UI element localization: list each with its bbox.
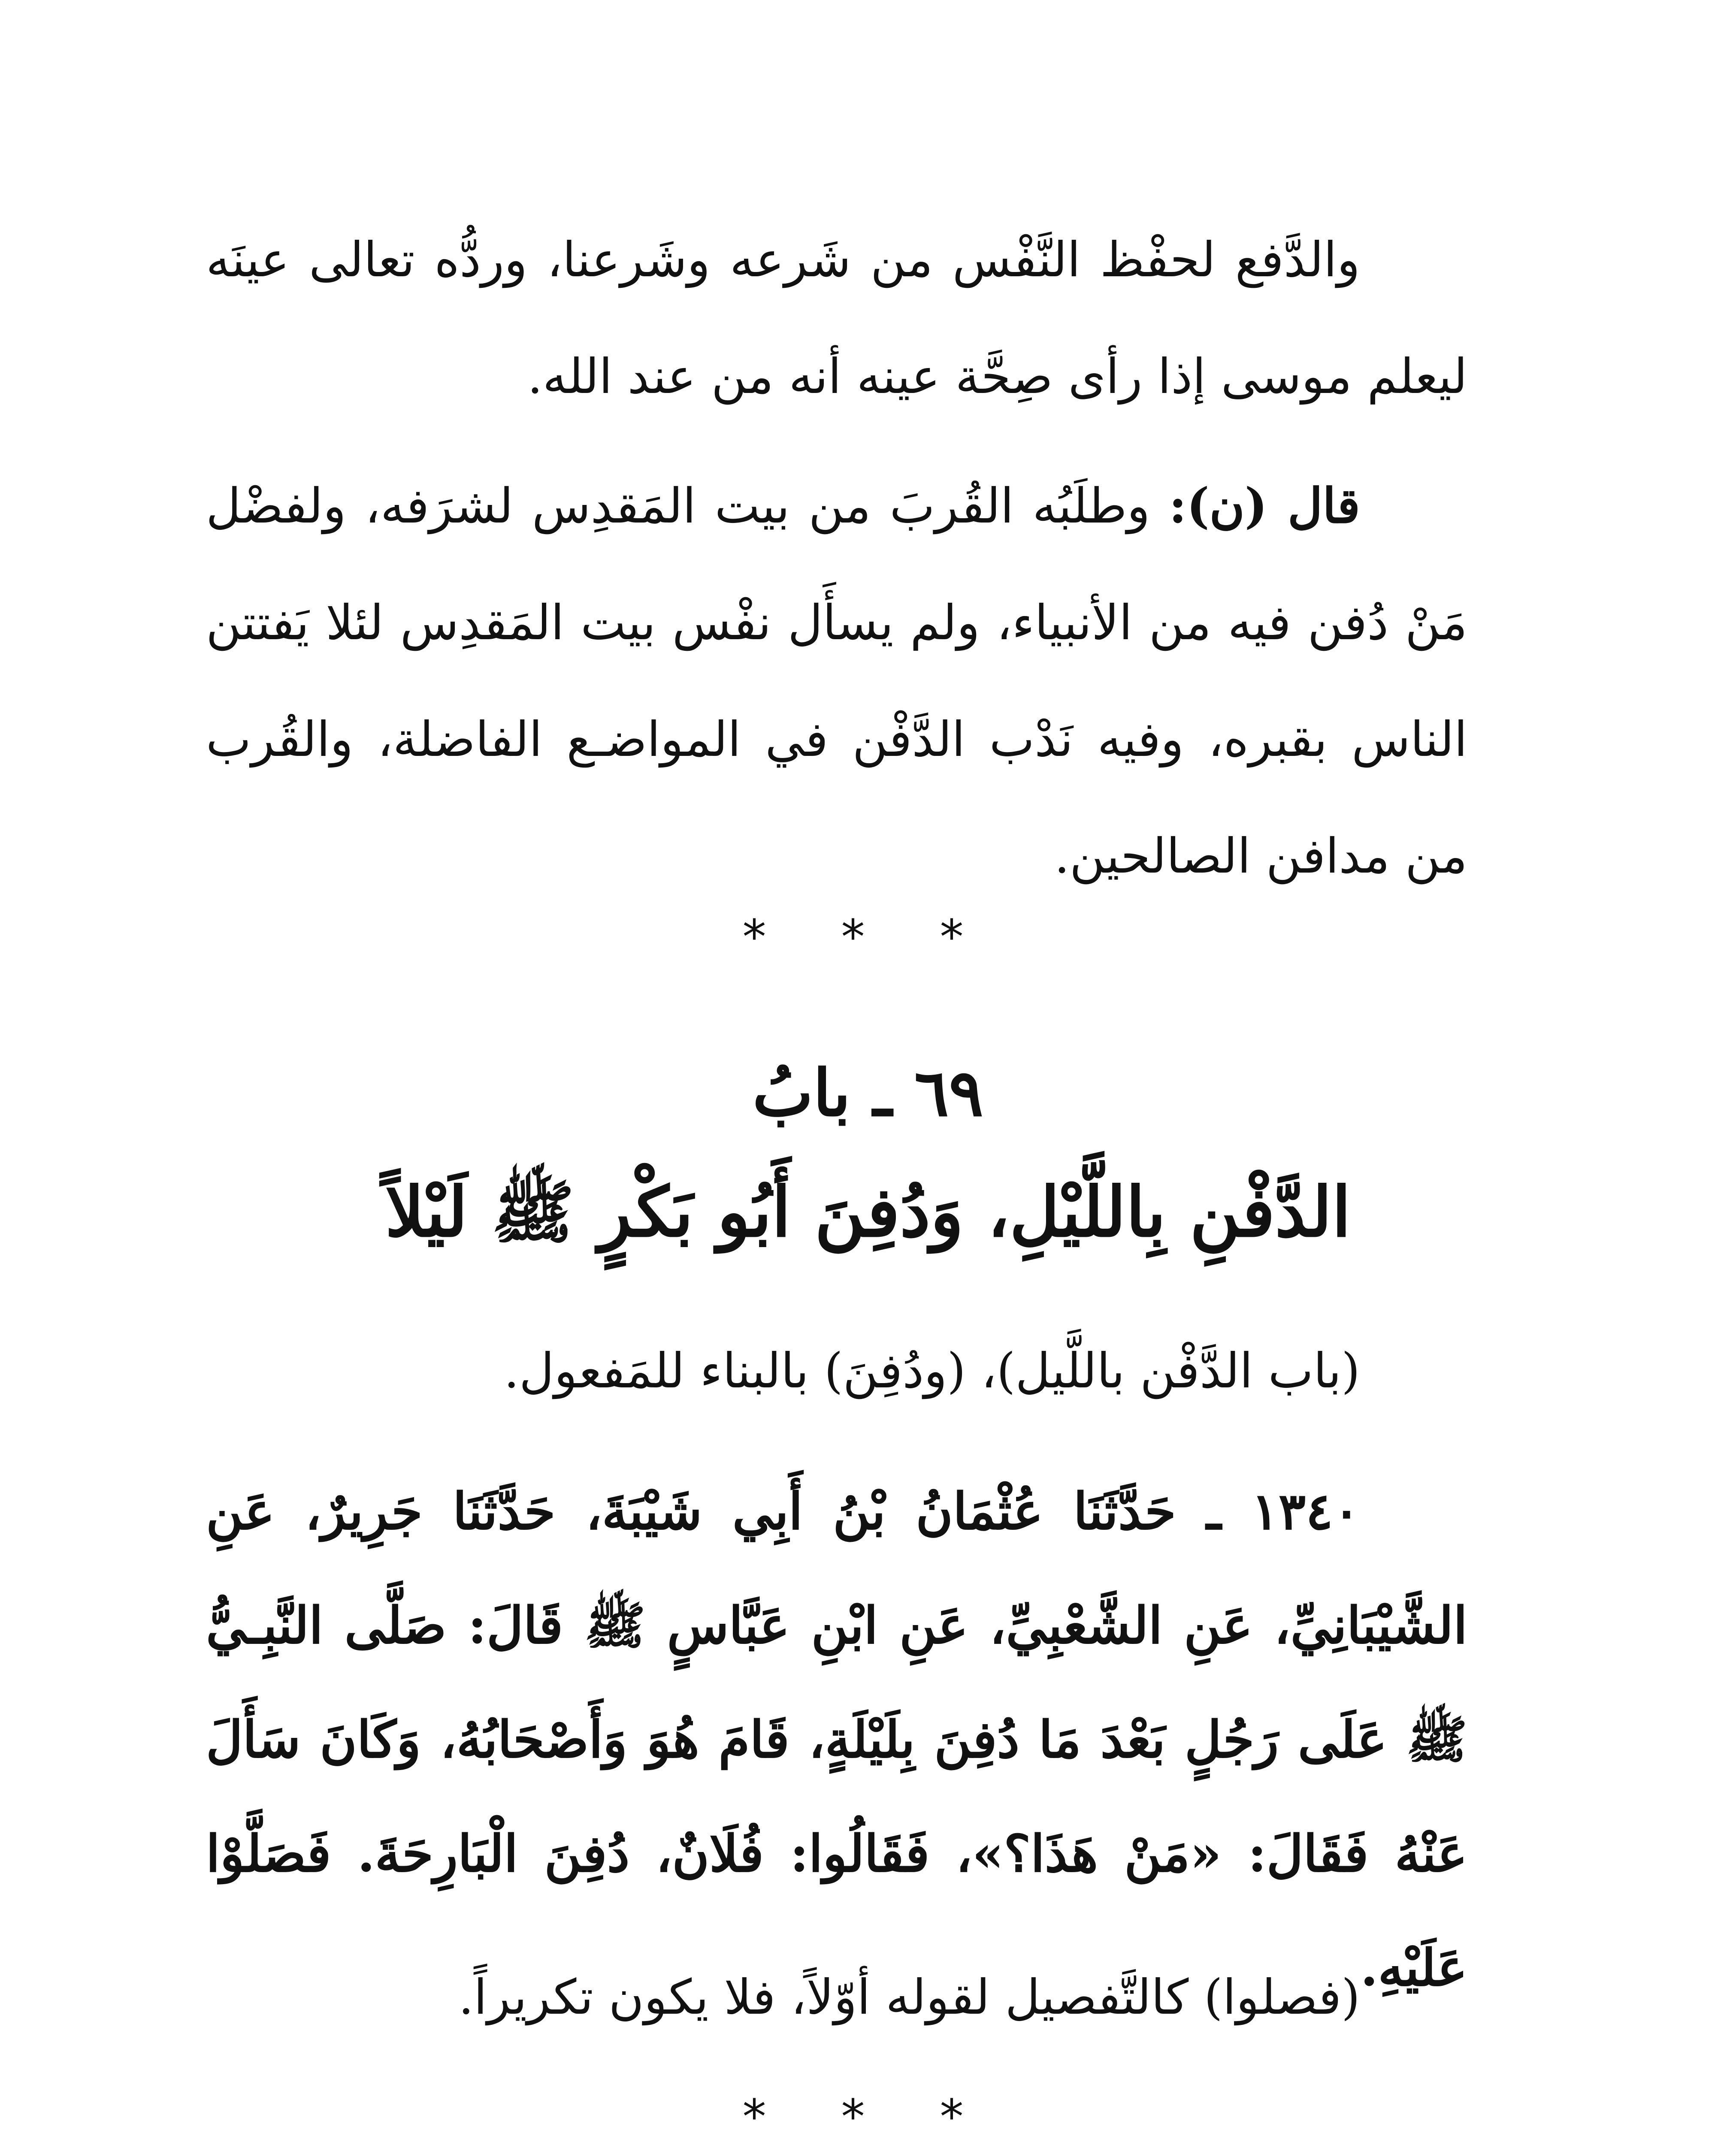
chapter-title: الدَّفْنِ بِاللَّيْلِ، وَدُفِنَ أَبُو بَكْرٍ ﷺ لَيْلاً (385, 1172, 1351, 1252)
commentary-paragraph-2 (206, 448, 1467, 915)
chapter-note-block (206, 1313, 1467, 1429)
chapter-note: (باب الدَّفْن باللَّيل)، (ودُفِنَ) بالبناء للمَفعول. (504, 1343, 1360, 1399)
hadith-text: ١٣٤٠ ـ حَدَّثَنَا عُثْمَانُ بْنُ أَبِي شَيْبَةَ، حَدَّثَنَا جَرِيرٌ، عَنِ الشَّيْبَانِيِّ، عَنِ الشَّعْبِيِّ، عَنِ ابْنِ عَبَّاسٍ ﷺ قَالَ: صَلَّى النَّبِـيُّ ﷺ عَلَى رَجُلٍ بَعْدَ مَا دُفِنَ بِلَيْلَةٍ، قَامَ هُوَ وَأَصْحَابُهُ، وَكَانَ سَأَلَ عَنْهُ فَقَالَ: «مَنْ هَذَا؟»، فَقَالُوا: فُلَانٌ، دُفِنَ الْبَارِحَةَ. فَصَلَّوْا عَلَيْهِ. (206, 1481, 1467, 1997)
commentary-top (206, 202, 1467, 915)
section-separator-2: * * * (742, 2089, 994, 2144)
commentary-bottom-block (206, 1939, 1467, 2056)
section-separator: * * * (742, 909, 994, 964)
commentary-label: قال (ن): (1169, 478, 1361, 534)
commentary-bottom: (فصلوا) كالتَّفصيل لقوله أوّلاً، فلا يكون تكريراً. (458, 1970, 1360, 2025)
commentary-paragraph-1: والدَّفع لحفْظ النَّفْس من شَرعه وشَرعنا، وردُّه تعالى عينَه ليعلم موسى إذا رأى صِحَّة عينه أنه من عند الله. (206, 232, 1467, 405)
chapter-number: ٦٩ ـ بابُ (752, 1055, 984, 1131)
commentary-text: وطلَبُه القُربَ من بيت المَقدِس لشرَفه، ولفضْل مَنْ دُفن فيه من الأنبياء، ولم يسأَل نفْس بيت المَقدِس لئلا يَفتتن الناس بقبره، وفيه نَدْب الدَّفْن في المواضـع الفاضلة، والقُرب من مدافن الصالحين. (206, 478, 1467, 884)
